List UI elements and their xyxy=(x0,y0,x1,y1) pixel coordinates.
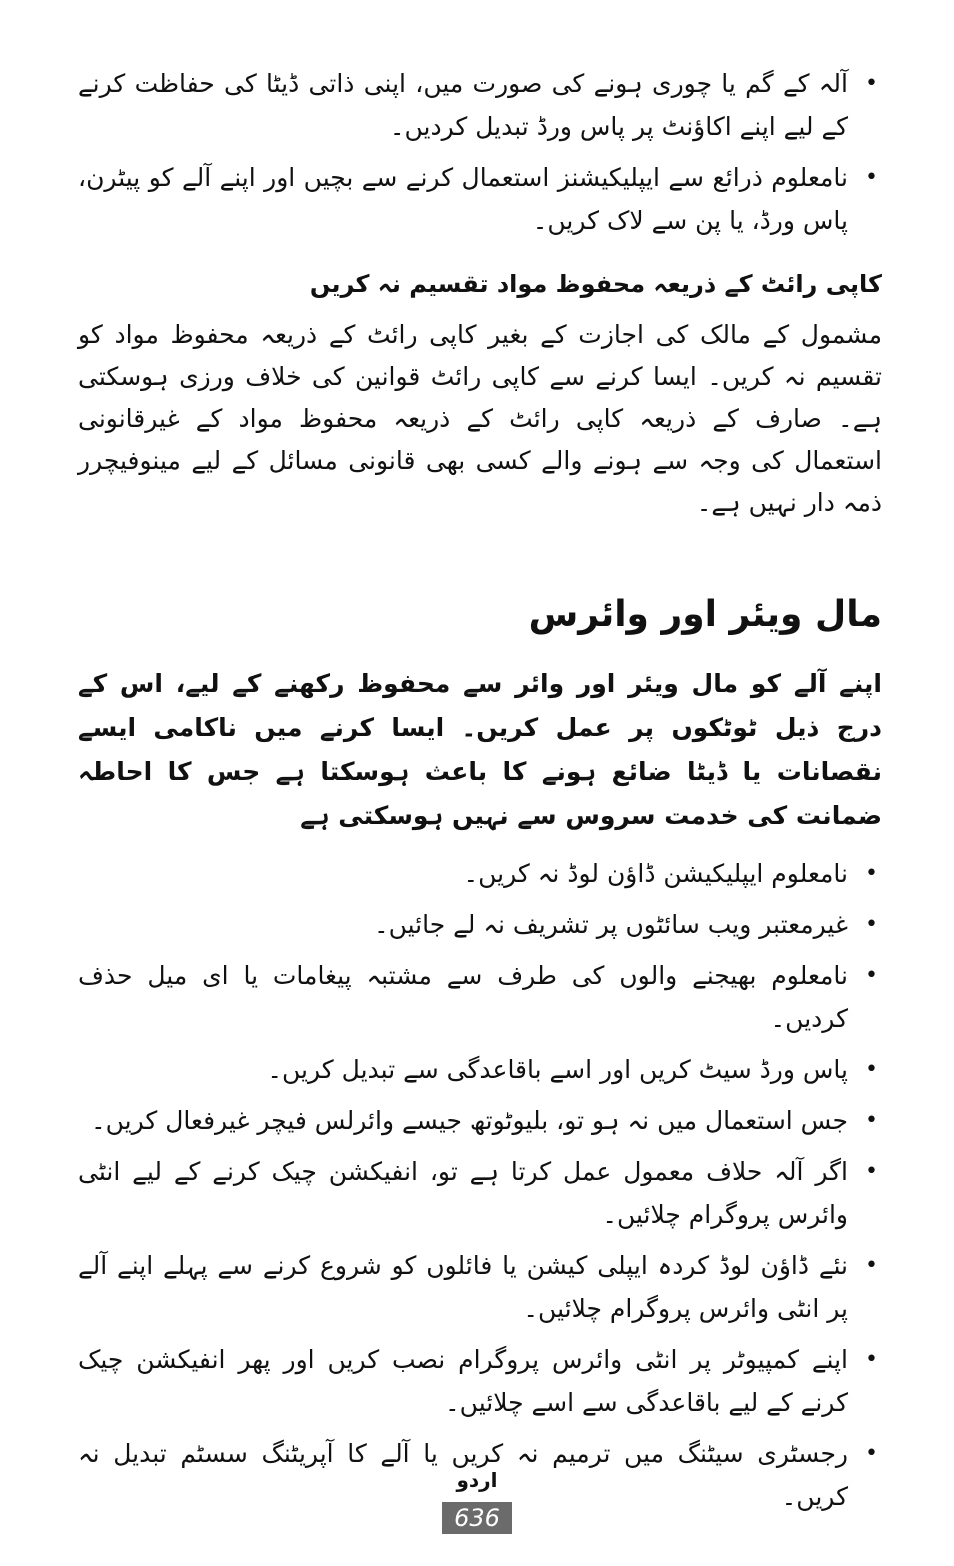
list-item-text: نامعلوم ذرائع سے ایپلیکیشنز استعمال کرنے سے بچیں اور اپنے آلے کو پیٹرن، پاس ورڈ، یا پن سے لاک کریں۔ xyxy=(78,163,848,235)
list-item-text: غیرمعتبر ویب سائٹوں پر تشریف نہ لے جائیں۔ xyxy=(373,910,848,939)
list-item-text: نامعلوم بھیجنے والوں کی طرف سے مشتبہ پیغامات یا ای میل حذف کردیں۔ xyxy=(78,961,848,1033)
page-content xyxy=(78,62,882,1526)
list-item xyxy=(78,1150,882,1236)
list-item xyxy=(78,62,882,148)
bullet-icon: • xyxy=(865,861,878,886)
list-item xyxy=(78,903,882,946)
bullet-icon: • xyxy=(865,71,878,96)
list-item-text: نئے ڈاؤن لوڈ کردہ ایپلی کیشن یا فائلوں کو شروع کرنے سے پہلے اپنے آلے پر انٹی وائرس پروگرام چلائیں۔ xyxy=(78,1251,848,1323)
list-item-text: آلہ کے گم یا چوری ہونے کی صورت میں، اپنی ذاتی ڈیٹا کی حفاظت کرنے کے لیے اپنے اکاؤنٹ پر پاس ورڈ تبدیل کردیں۔ xyxy=(78,69,848,141)
list-item xyxy=(78,1048,882,1091)
bullet-icon: • xyxy=(865,912,878,937)
malware-intro: اپنے آلے کو مال ویئر اور وائر سے محفوظ رکھنے کے لیے، اس کے درج ذیل ٹوٹکوں پر عمل کریں۔ ایسا کرنے میں ناکامی ایسے نقصانات یا ڈیٹا ضائع ہونے کا باعث ہوسکتا ہے جس کا احاطہ ضمانت کی خدمت سروس سے نہیں ہوسکتی ہے xyxy=(78,669,882,830)
malware-section-title: مال ویئر اور وائرس xyxy=(528,594,882,635)
list-item-text: رجسٹری سیٹنگ میں ترمیم نہ کریں یا آلے کا آپریٹنگ سسٹم تبدیل نہ کریں۔ xyxy=(78,1439,848,1511)
list-item-text: پاس ورڈ سیٹ کریں اور اسے باقاعدگی سے تبدیل کریں۔ xyxy=(267,1055,848,1084)
list-item-text: نامعلوم ایپلیکیشن ڈاؤن لوڈ نہ کریں۔ xyxy=(463,859,848,888)
page-footer xyxy=(0,1466,954,1534)
copyright-paragraph: مشمول کے مالک کی اجازت کے بغیر کاپی رائٹ کے ذریعہ محفوظ مواد کو تقسیم نہ کریں۔ ایسا کرنے سے کاپی رائٹ قوانین کی خلاف ورزی ہوسکتی ہے۔ صارف کے ذریعہ کاپی رائٹ کے ذریعہ محفوظ مواد کے غیرقانونی استعمال کی وجہ سے ہونے والے کسی بھی قانونی مسائل کے لیے مینوفیچرر ذمہ دار نہیں ہے۔ xyxy=(78,320,882,517)
bullet-icon: • xyxy=(865,1108,878,1133)
bullet-icon: • xyxy=(865,1347,878,1372)
copyright-heading: کاپی رائٹ کے ذریعہ محفوظ مواد تقسیم نہ کریں xyxy=(309,270,882,298)
list-item xyxy=(78,852,882,895)
list-item-text: اگر آلہ حلاف معمول عمل کرتا ہے تو، انفیکشن چیک کرنے کے لیے انٹی وائرس پروگرام چلائیں۔ xyxy=(78,1157,848,1229)
list-item xyxy=(78,954,882,1040)
list-item-text: جس استعمال میں نہ ہو تو، بلیوٹوتھ جیسے وائرلس فیچر غیرفعال کریں۔ xyxy=(90,1106,848,1135)
malware-tips-list xyxy=(78,852,882,1518)
list-item xyxy=(78,1099,882,1142)
language-label: اردو xyxy=(456,1468,498,1492)
bullet-icon: • xyxy=(865,1253,878,1278)
list-item xyxy=(78,1338,882,1424)
bullet-icon: • xyxy=(865,1159,878,1184)
list-item xyxy=(78,1244,882,1330)
list-item xyxy=(78,156,882,242)
bullet-icon: • xyxy=(865,1057,878,1082)
page-number: 636 xyxy=(442,1502,512,1534)
security-tips-list xyxy=(78,62,882,242)
bullet-icon: • xyxy=(865,963,878,988)
bullet-icon: • xyxy=(865,165,878,190)
list-item-text: اپنے کمپیوٹر پر انٹی وائرس پروگرام نصب کریں اور پھر انفیکشن چیک کرنے کے لیے باقاعدگی سے اسے چلائیں۔ xyxy=(78,1345,848,1417)
bullet-icon: • xyxy=(865,1441,878,1466)
